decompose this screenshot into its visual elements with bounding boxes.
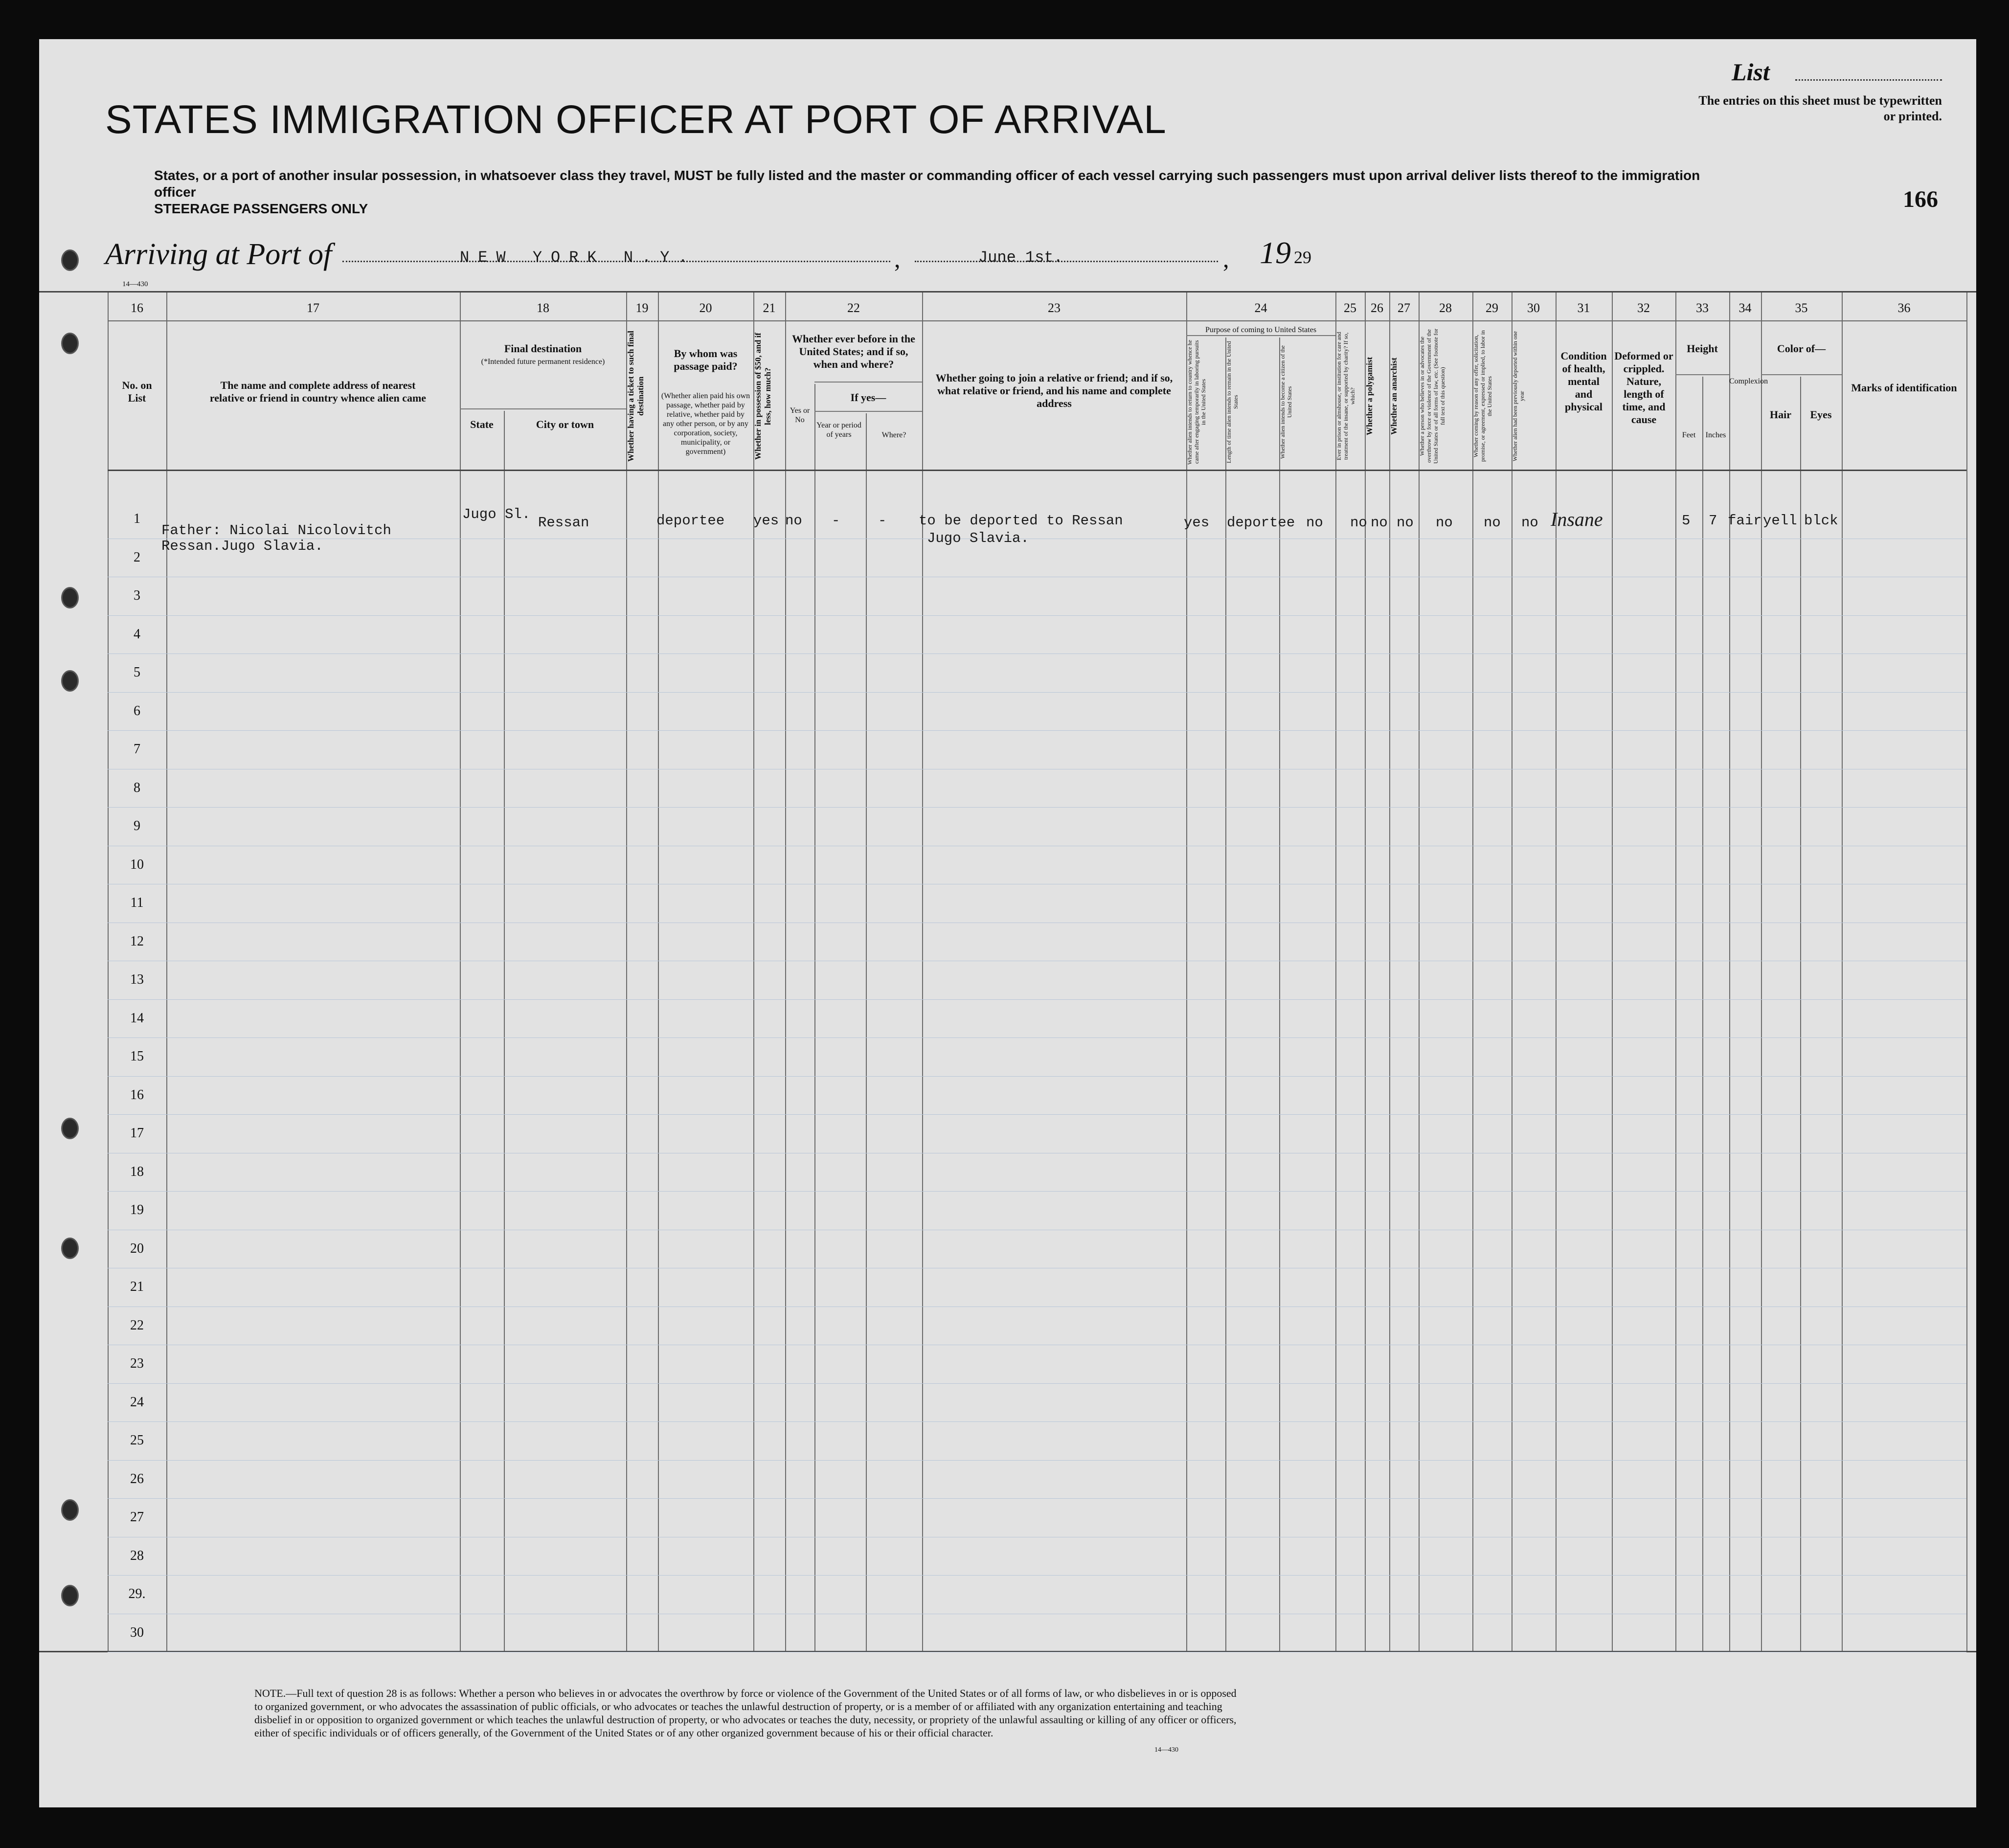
list-label: List (1732, 58, 1770, 86)
col-21-header: Whether in possession of $50, and if less, how much? (753, 333, 772, 460)
port-value: NEW YORK N.Y. (460, 248, 697, 267)
grid-column-line (1729, 291, 1730, 1651)
grid-row-line (108, 320, 1966, 321)
grid-column-line (866, 413, 867, 1651)
col-24-num: 24 (1254, 301, 1267, 315)
before-period: - (832, 513, 840, 529)
anarchist: no (1397, 515, 1414, 531)
grid-column-line (460, 291, 461, 1651)
col-30-header: Whether alien had been previously deported within one year (1512, 331, 1525, 462)
grid-column-line (1225, 338, 1226, 1651)
page-title: STATES IMMIGRATION OFFICER AT PORT OF ARRIVAL (105, 97, 1167, 142)
before-yesno: no (785, 513, 802, 529)
dest-state: Jugo Sl. (462, 506, 531, 522)
col-22-period: Year or period of years (816, 421, 861, 439)
grid-row-line (108, 1421, 1966, 1422)
grid-row-line (108, 470, 1966, 471)
grid-row-line (108, 1114, 1966, 1115)
col-29-num: 29 (1486, 301, 1498, 315)
dest-city: Ressan (538, 515, 589, 531)
col-34-header: Complexion (1729, 377, 1768, 385)
join-line-2: Jugo Slavia. (927, 530, 1029, 546)
row-number: 2 (134, 549, 140, 565)
footnote-code: 14—430 (1154, 1746, 1178, 1754)
row-number: 17 (130, 1126, 144, 1141)
year-suffix: 29 (1294, 248, 1311, 267)
col-35-num: 35 (1795, 301, 1808, 315)
col-34-num: 34 (1738, 301, 1752, 315)
col-17-num: 17 (307, 301, 319, 315)
manifest-sheet (39, 39, 1976, 1807)
list-number-line (1795, 79, 1942, 81)
comma: , (1223, 245, 1229, 272)
binder-hole (61, 1499, 79, 1521)
col-31-num: 31 (1577, 301, 1590, 315)
form-code: 14—430 (122, 280, 148, 288)
previously-deported: no (1521, 515, 1538, 531)
grid-column-line (922, 291, 923, 1651)
intro-text (154, 167, 1719, 217)
grid-column-line (1966, 291, 1967, 1651)
polygamist: no (1371, 515, 1388, 531)
col-32-header: Deformed or crippled. Nature, length of time, and cause (1614, 350, 1673, 426)
col-25-header: Ever in prison or almshouse, or institution for care and treatment of the insane, or supported by charity? If so, which? (1335, 332, 1356, 461)
grid-row-line (108, 1460, 1966, 1461)
purpose-citizen: no (1306, 515, 1323, 531)
grid-row-line (814, 411, 922, 412)
col-35-eyes: Eyes (1810, 408, 1832, 421)
row-number: 20 (130, 1240, 144, 1256)
grid-column-line (1335, 291, 1336, 1651)
grid-row-line (460, 408, 626, 409)
grid-column-line (1842, 291, 1843, 1651)
footnote: NOTE.—Full text of question 28 is as follows: Whether a person who believes in or advocates the overthrow by force or violence of the Government of the United States or of all forms of law, or who disbelieves in or is opposed to organized government, or who advocates the assassination of public officials, or who advocates or teaches the unlawful destruction of property, or is a member of or affiliated with any organization entertaining and teaching disbelief in or opposition to organized government or which teaches the unlawful destruction of property, or who advocates or teaches the duty, necessity, or propriety of the unlawful assaulting or killing of any officer or officers, either of specific individuals or of officers generally, of the Government of the United States or of any other organized government because of his or their official character. (254, 1687, 1237, 1739)
steerage-label: STEERAGE PASSENGERS ONLY (154, 201, 368, 216)
year-prefix: 19 (1260, 235, 1291, 270)
intro-line: States, or a port of another insular possession, in whatsoever class they travel, MUST be fully listed and the master or commanding officer of each vessel carrying such passengers must upon arrival deliver lists thereof to the immigration officer (154, 168, 1700, 200)
col-24-citizen: Whether alien intends to become a citizen of the United States (1279, 345, 1293, 459)
grid-row-line (108, 615, 1966, 616)
row-number: 7 (134, 742, 140, 757)
grid-column-line (753, 291, 754, 1651)
row-number: 1 (134, 511, 140, 526)
row-number: 28 (130, 1548, 144, 1563)
col-35-header: Color of— (1777, 342, 1826, 355)
col-33-inches: Inches (1705, 431, 1726, 439)
purpose-length: deportee (1227, 515, 1295, 531)
col-20-header: By whom was passage paid? (674, 347, 738, 372)
grid-column-line (1556, 291, 1557, 1651)
col-27-header: Whether an anarchist (1389, 357, 1399, 435)
grid-row-line (108, 730, 1966, 731)
height-feet: 5 (1682, 513, 1691, 529)
height-inches: 7 (1709, 513, 1717, 529)
col-18-header: Final destination (504, 342, 582, 355)
col-26-num: 26 (1371, 301, 1383, 315)
row-number: 5 (134, 665, 140, 680)
binder-hole (61, 249, 79, 271)
grid-row-line (108, 1383, 1966, 1384)
arriving-label: Arriving at Port of (105, 238, 332, 271)
grid-column-line (1419, 291, 1420, 1651)
sheet-number: 166 (1903, 186, 1938, 212)
hair-color: yell (1763, 513, 1797, 529)
contract: no (1484, 515, 1501, 531)
grid-row-line (108, 1037, 1966, 1038)
row-number: 4 (134, 626, 140, 642)
binder-hole (61, 333, 79, 354)
row-number: 9 (134, 818, 140, 834)
grid-column-line (1675, 291, 1676, 1651)
binder-hole (61, 1585, 79, 1606)
purpose-return: yes (1184, 515, 1210, 531)
col-21-num: 21 (763, 301, 776, 315)
col-25-num: 25 (1344, 301, 1356, 315)
row-number: 19 (130, 1202, 144, 1217)
row-number: 8 (134, 780, 140, 795)
col-36-num: 36 (1897, 301, 1911, 315)
grid-column-line (1389, 291, 1390, 1651)
row-number: 22 (130, 1317, 144, 1333)
col-22-where: Where? (881, 431, 906, 439)
col-22-yesno: Yes or No (790, 406, 810, 424)
col-23-num: 23 (1048, 301, 1061, 315)
col-18-num: 18 (537, 301, 549, 315)
col-28-num: 28 (1439, 301, 1452, 315)
grid-row-line (1761, 374, 1842, 375)
row-number: 29. (128, 1586, 146, 1601)
col-20-num: 20 (699, 301, 712, 315)
eye-color: blck (1804, 513, 1838, 529)
health-handwritten: Insane (1551, 508, 1603, 530)
row-number: 14 (130, 1010, 144, 1026)
overthrow: no (1436, 515, 1453, 531)
grid-column-line (626, 291, 627, 1651)
grid-row-line (1675, 374, 1729, 375)
grid-row-line (814, 382, 922, 383)
grid-row-line (108, 1498, 1966, 1499)
col-24-header: Purpose of coming to United States (1205, 326, 1317, 334)
grid-row-line (108, 807, 1966, 808)
row-number: 21 (130, 1279, 144, 1294)
row-number: 25 (130, 1433, 144, 1448)
col-29-header: Whether coming by reason of any offer, solicitation, promise, or agreement, expressed or implied, to labor in the United States (1472, 330, 1493, 462)
grid-column-line (658, 291, 659, 1651)
row-number: 27 (130, 1510, 144, 1525)
col-28-header: Whether a person who believes in or advocates the overthrow by force or violence of the Government of the United States or of all forms of law, etc. (See footnote for full text of this question) (1419, 328, 1446, 464)
binder-hole (61, 670, 79, 692)
grid-row-line (108, 692, 1966, 693)
grid-row-line (108, 1575, 1966, 1576)
col-16-header: No. on List (122, 379, 152, 404)
prison: no (1350, 515, 1367, 531)
grid-row-line (108, 1076, 1966, 1077)
row-number: 6 (134, 703, 140, 719)
col-24-return: Whether alien intends to return to country whence he came after engaging temporarily in laboring pursuits in the United States (1186, 339, 1207, 465)
col-18-state: State (470, 418, 494, 430)
row-number: 10 (130, 856, 144, 872)
row-number: 26 (130, 1471, 144, 1487)
col-24-length: Length of time alien intends to remain in the United States (1225, 341, 1239, 463)
col-33-num: 33 (1696, 301, 1709, 315)
row-number: 16 (130, 1087, 144, 1103)
col-26-header: Whether a polygamist (1365, 357, 1374, 436)
col-20-sub: (Whether alien paid his own passage, whether paid by relative, whether paid by any other person, or by any corporation, society, municipality, or government) (661, 392, 750, 456)
col-36-header: Marks of identification (1851, 382, 1957, 394)
col-22-ifyes: If yes— (850, 391, 886, 404)
grid-column-line (1365, 291, 1366, 1651)
col-35-hair: Hair (1770, 408, 1791, 421)
col-17-header: The name and complete address of nearest relative or friend in country whence alien came (209, 379, 427, 404)
row-number: 11 (130, 895, 144, 910)
money: yes (753, 513, 779, 529)
grid-column-line (785, 291, 786, 1651)
col-18-sub: (*Intended future permanent residence) (481, 358, 605, 366)
col-19-num: 19 (635, 301, 649, 315)
relative-line-2: Ressan.Jugo Slavia. (161, 538, 323, 554)
row-number: 15 (130, 1049, 144, 1064)
col-30-num: 30 (1527, 301, 1540, 315)
grid-column-line (1186, 291, 1187, 1651)
grid-row-line (39, 291, 1976, 293)
col-19-header: Whether having a ticket to such final destination (626, 331, 645, 462)
date-value: June 1st. (978, 248, 1063, 267)
grid-column-line (1761, 291, 1762, 1651)
col-22-num: 22 (847, 301, 860, 315)
col-23-header: Whether going to join a relative or friend; and if so, what relative or friend, and his name and complete address (935, 372, 1173, 409)
date-line (915, 261, 1218, 262)
grid-row-line (108, 999, 1966, 1000)
row-number: 23 (130, 1356, 144, 1371)
grid-column-line (1472, 291, 1473, 1651)
typewritten-note: The entries on this sheet must be typewritten or printed. (1698, 93, 1942, 123)
row-number: 30 (130, 1624, 144, 1640)
col-33-header: Height (1687, 342, 1718, 355)
binder-hole (61, 1238, 79, 1259)
grid-row-line (108, 1191, 1966, 1192)
col-16-num: 16 (131, 301, 143, 315)
row-number: 3 (134, 588, 140, 603)
row-number: 18 (130, 1164, 144, 1179)
col-33-feet: Feet (1682, 431, 1696, 439)
binder-hole (61, 587, 79, 608)
complexion: fair (1728, 513, 1762, 529)
grid-column-line (1612, 291, 1613, 1651)
grid-column-line (504, 411, 505, 1651)
grid-row-line (1186, 335, 1335, 336)
col-32-num: 32 (1637, 301, 1650, 315)
before-where: - (878, 513, 887, 529)
binder-hole (61, 1118, 79, 1139)
grid-column-line (1279, 338, 1280, 1651)
comma: , (894, 245, 901, 272)
col-22-header: Whether ever before in the United States; and if so, when and where? (792, 333, 915, 370)
relative-line-1: Father: Nicolai Nicolovitch (161, 522, 391, 539)
grid-column-line (166, 291, 167, 1651)
grid-column-line (814, 384, 815, 1651)
row-number: 13 (130, 972, 144, 987)
col-27-num: 27 (1398, 301, 1410, 315)
col-31-header: Condition of health, mental and physical (1560, 350, 1607, 413)
row-number: 12 (130, 933, 144, 949)
row-number: 24 (130, 1394, 144, 1410)
col-18-city: City or town (536, 418, 594, 430)
passage-paid: deportee (656, 513, 725, 529)
join-line-1: to be deported to Ressan (919, 513, 1123, 529)
